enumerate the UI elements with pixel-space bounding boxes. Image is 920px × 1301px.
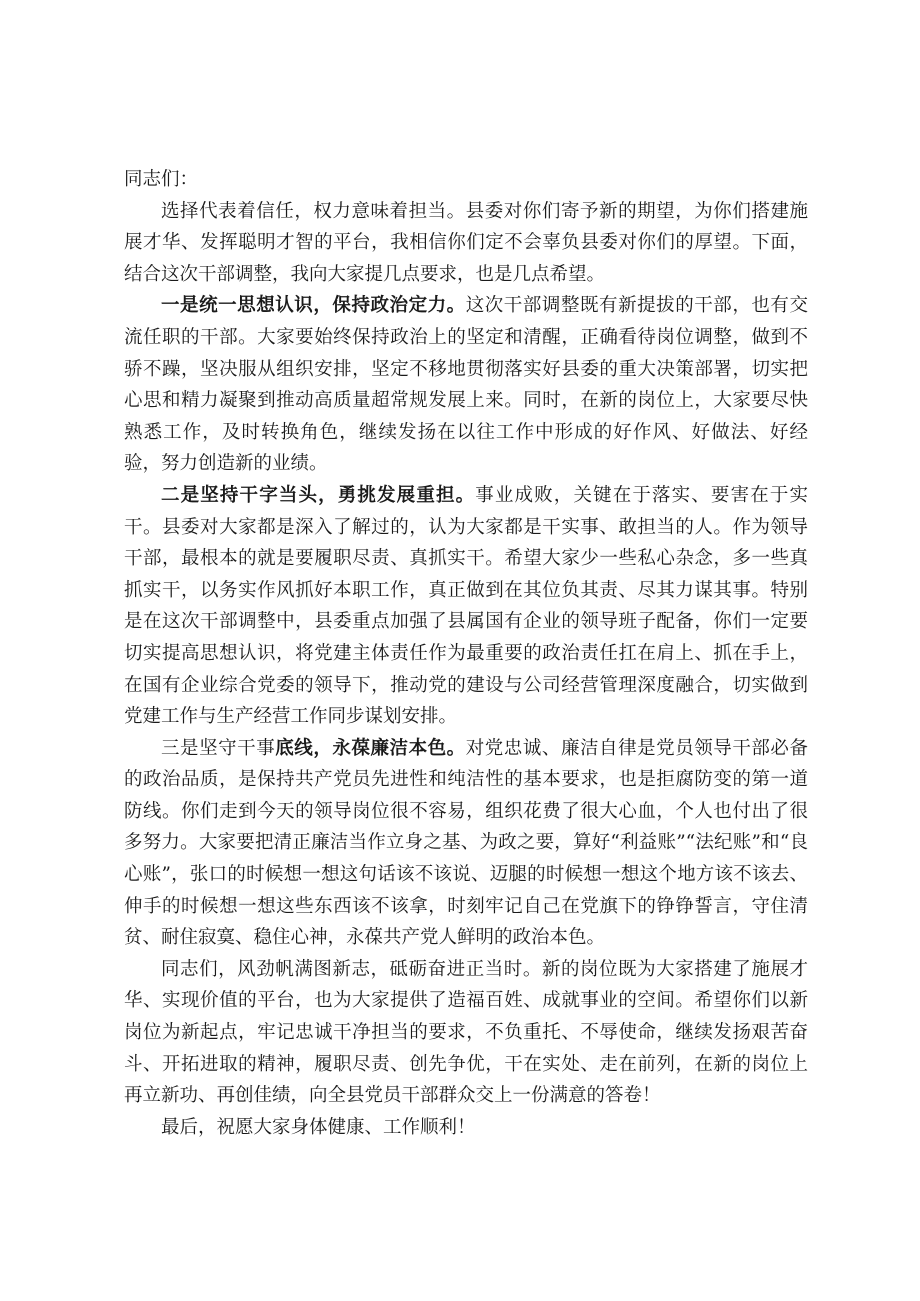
point-3-heading-plain: 三是坚守干事 xyxy=(161,737,276,759)
point-2-paragraph xyxy=(124,480,808,733)
intro-paragraph: 选择代表着信任，权力意味着担当。县委对你们寄予新的期望，为你们搭建施展才华、发挥聪明才智的平台，我相信你们定不会辜负县委对你们的厚望。下面，结合这次干部调整，我向大家提几点要求，也是几点希望。 xyxy=(124,200,808,285)
closing-paragraph: 最后，祝愿大家身体健康、工作顺利！ xyxy=(161,1116,476,1138)
point-2-body: 事业成败，关键在于落实、要害在于实干。县委对大家都是深入了解过的，认为大家都是干实事、敢担当的人。作为领导干部，最根本的就是要履职尽责、真抓实干。希望大家少一些私心杂念，多一些真抓实干，以务实作风抓好本职工作，真正做到在其位负其责、尽其力谋其事。特别是在这次干部调整中，县委重点加强了县属国有企业的领导班子配备，你们一定要切实提高思想认识，将党建主体责任作为最重要的政治责任扛在肩上、抓在手上，在国有企业综合党委的领导下，推动党的建设与公司经营管理深度融合，切实做到党建工作与生产经营工作同步谋划安排。 xyxy=(124,484,808,728)
salutation: 同志们： xyxy=(124,169,199,190)
point-1-body: 这次干部调整既有新提拔的干部，也有交流任职的干部。大家要始终保持政治上的坚定和清醒，正确看待岗位调整，做到不骄不躁，坚决服从组织安排，坚定不移地贯彻落实好县委的重大决策部署，切实把心思和精力凝聚到推动高质量超常规发展上来。同时，在新的岗位上，大家要尽快熟悉工作，及时转换角色，继续发扬在以往工作中形成的好作风、好做法、好经验，努力创造新的业绩。 xyxy=(124,295,808,475)
speech-text xyxy=(124,164,808,1143)
point-3-heading-bold: 底线，永葆廉洁本色。 xyxy=(275,737,466,759)
point-3-body: 对党忠诚、廉洁自律是党员领导干部必备的政治品质，是保持共产党员先进性和纯洁性的基本要求，也是拒腐防变的第一道防线。你们走到今天的领导岗位很不容易，组织花费了很大心血，个人也付出了很多努力。大家要把清正廉洁当作立身之基、为政之要，算好“利益账”“法纪账”和“良心账”，张口的时候想一想这句话该不该说、迈腿的时候想一想这个地方该不该去、伸手的时候想一想这些东西该不该拿，时刻牢记自己在党旗下的铮铮誓言，守住清贫、耐住寂寞、稳住心神，永葆共产党人鲜明的政治本色。 xyxy=(124,737,808,949)
point-2-heading: 二是坚持干字当头，勇挑发展重担。 xyxy=(161,484,476,506)
point-1-paragraph xyxy=(124,290,808,480)
point-3-paragraph xyxy=(124,733,808,954)
conclusion-paragraph: 同志们，风劲帆满图新志，砥砺奋进正当时。新的岗位既为大家搭建了施展才华、实现价值的平台，也为大家提供了造福百姓、成就事业的空间。希望你们以新岗位为新起点，牢记忠诚干净担当的要求，不负重托、不辱使命，继续发扬艰苦奋斗、开拓进取的精神，履职尽责、创先争优，干在实处、走在前列，在新的岗位上再立新功、再创佳绩，向全县党员干部群众交上一份满意的答卷！ xyxy=(124,958,808,1107)
point-1-heading: 一是统一思想认识，保持政治定力。 xyxy=(161,295,466,317)
